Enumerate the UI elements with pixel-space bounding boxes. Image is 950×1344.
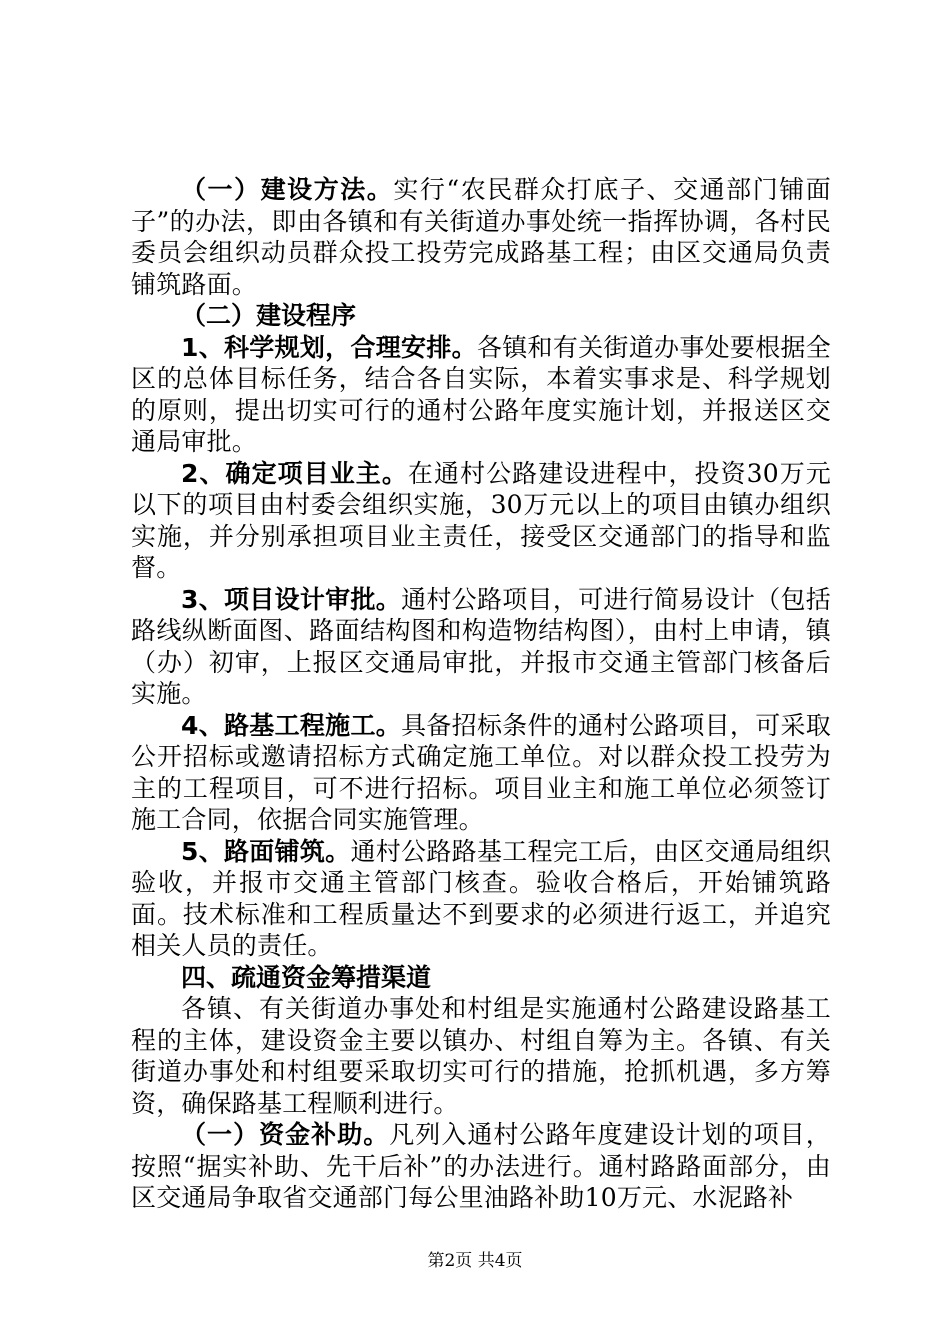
paragraph-lead: （一）建设方法。 (181, 175, 394, 204)
paragraph-funding-body (131, 993, 831, 1119)
paragraph-text: 在通村公路建设进程中，投资30万元以下的项目由村委会组织实施，30万元以上的项目由镇办组织实施，并分别承担项目业主责任，接受区交通部门的指导和监督。 (131, 458, 831, 582)
paragraph-lead: 3、项目设计审批。 (181, 584, 402, 614)
paragraph-lead: 1、科学规划，合理安排。 (181, 332, 477, 362)
page-footer: 第2页 共4页 (427, 1251, 523, 1271)
paragraph-lead: 5、路面铺筑。 (181, 836, 351, 866)
paragraph-text: 各镇和有关街道办事处要根据全区的总体目标任务，结合各自实际，本着实事求是、科学规划的原则，提出切实可行的通村公路年度实施计划，并报送区交通局审批。 (131, 332, 831, 456)
paragraph-lead: 2、确定项目业主。 (181, 458, 408, 488)
document-body (131, 174, 831, 1214)
paragraph-lead: （一）资金补助。 (181, 1120, 390, 1149)
paragraph-text: 实行“农民群众打底子、交通部门铺面子”的办法，即由各镇和有关街道办事处统一指挥协调，各村民委员会组织动员群众投工投劳完成路基工程；由区交通局负责铺筑路面。 (131, 175, 831, 299)
paragraph-text: 各镇、有关街道办事处和村组是实施通村公路建设路基工程的主体，建设资金主要以镇办、村组自筹为主。各镇、有关街道办事处和村组要采取切实可行的措施，抢抓机遇，多方筹资，确保路基工程顺利进行。 (131, 994, 831, 1118)
paragraph-construction-method (131, 174, 831, 300)
section-heading-funding: 四、疏通资金筹措渠道 (181, 962, 432, 992)
paragraph-paving (131, 836, 831, 962)
paragraph-text: 通村公路路基工程完工后，由区交通局组织验收，并报市交通主管部门核查。验收合格后，开始铺筑路面。技术标准和工程质量达不到要求的必须进行返工，并追究相关人员的责任。 (131, 836, 831, 960)
paragraph-subsidy (131, 1119, 831, 1214)
paragraph-text: 具备招标条件的通村公路项目，可采取公开招标或邀请招标方式确定施工单位。对以群众投工投劳为主的工程项目，可不进行招标。项目业主和施工单位必须签订施工合同，依据合同实施管理。 (131, 710, 831, 834)
section-heading-procedure: （二）建设程序 (181, 301, 357, 330)
paragraph-design-approval (131, 584, 831, 710)
paragraph-lead: 4、路基工程施工。 (181, 710, 402, 740)
paragraph-text: 通村公路项目，可进行简易设计（包括路线纵断面图、路面结构图和构造物结构图），由村上申请，镇（办）初审，上报区交通局审批，并报市交通主管部门核备后实施。 (131, 584, 831, 708)
paragraph-project-owner (131, 458, 831, 584)
paragraph-roadbed-construction (131, 710, 831, 836)
paragraph-text: 凡列入通村公路年度建设计划的项目，按照“据实补助、先干后补”的办法进行。通村路路面部分，由区交通局争取省交通部门每公里油路补助10万元、水泥路补 (131, 1120, 831, 1212)
paragraph-planning (131, 332, 831, 458)
